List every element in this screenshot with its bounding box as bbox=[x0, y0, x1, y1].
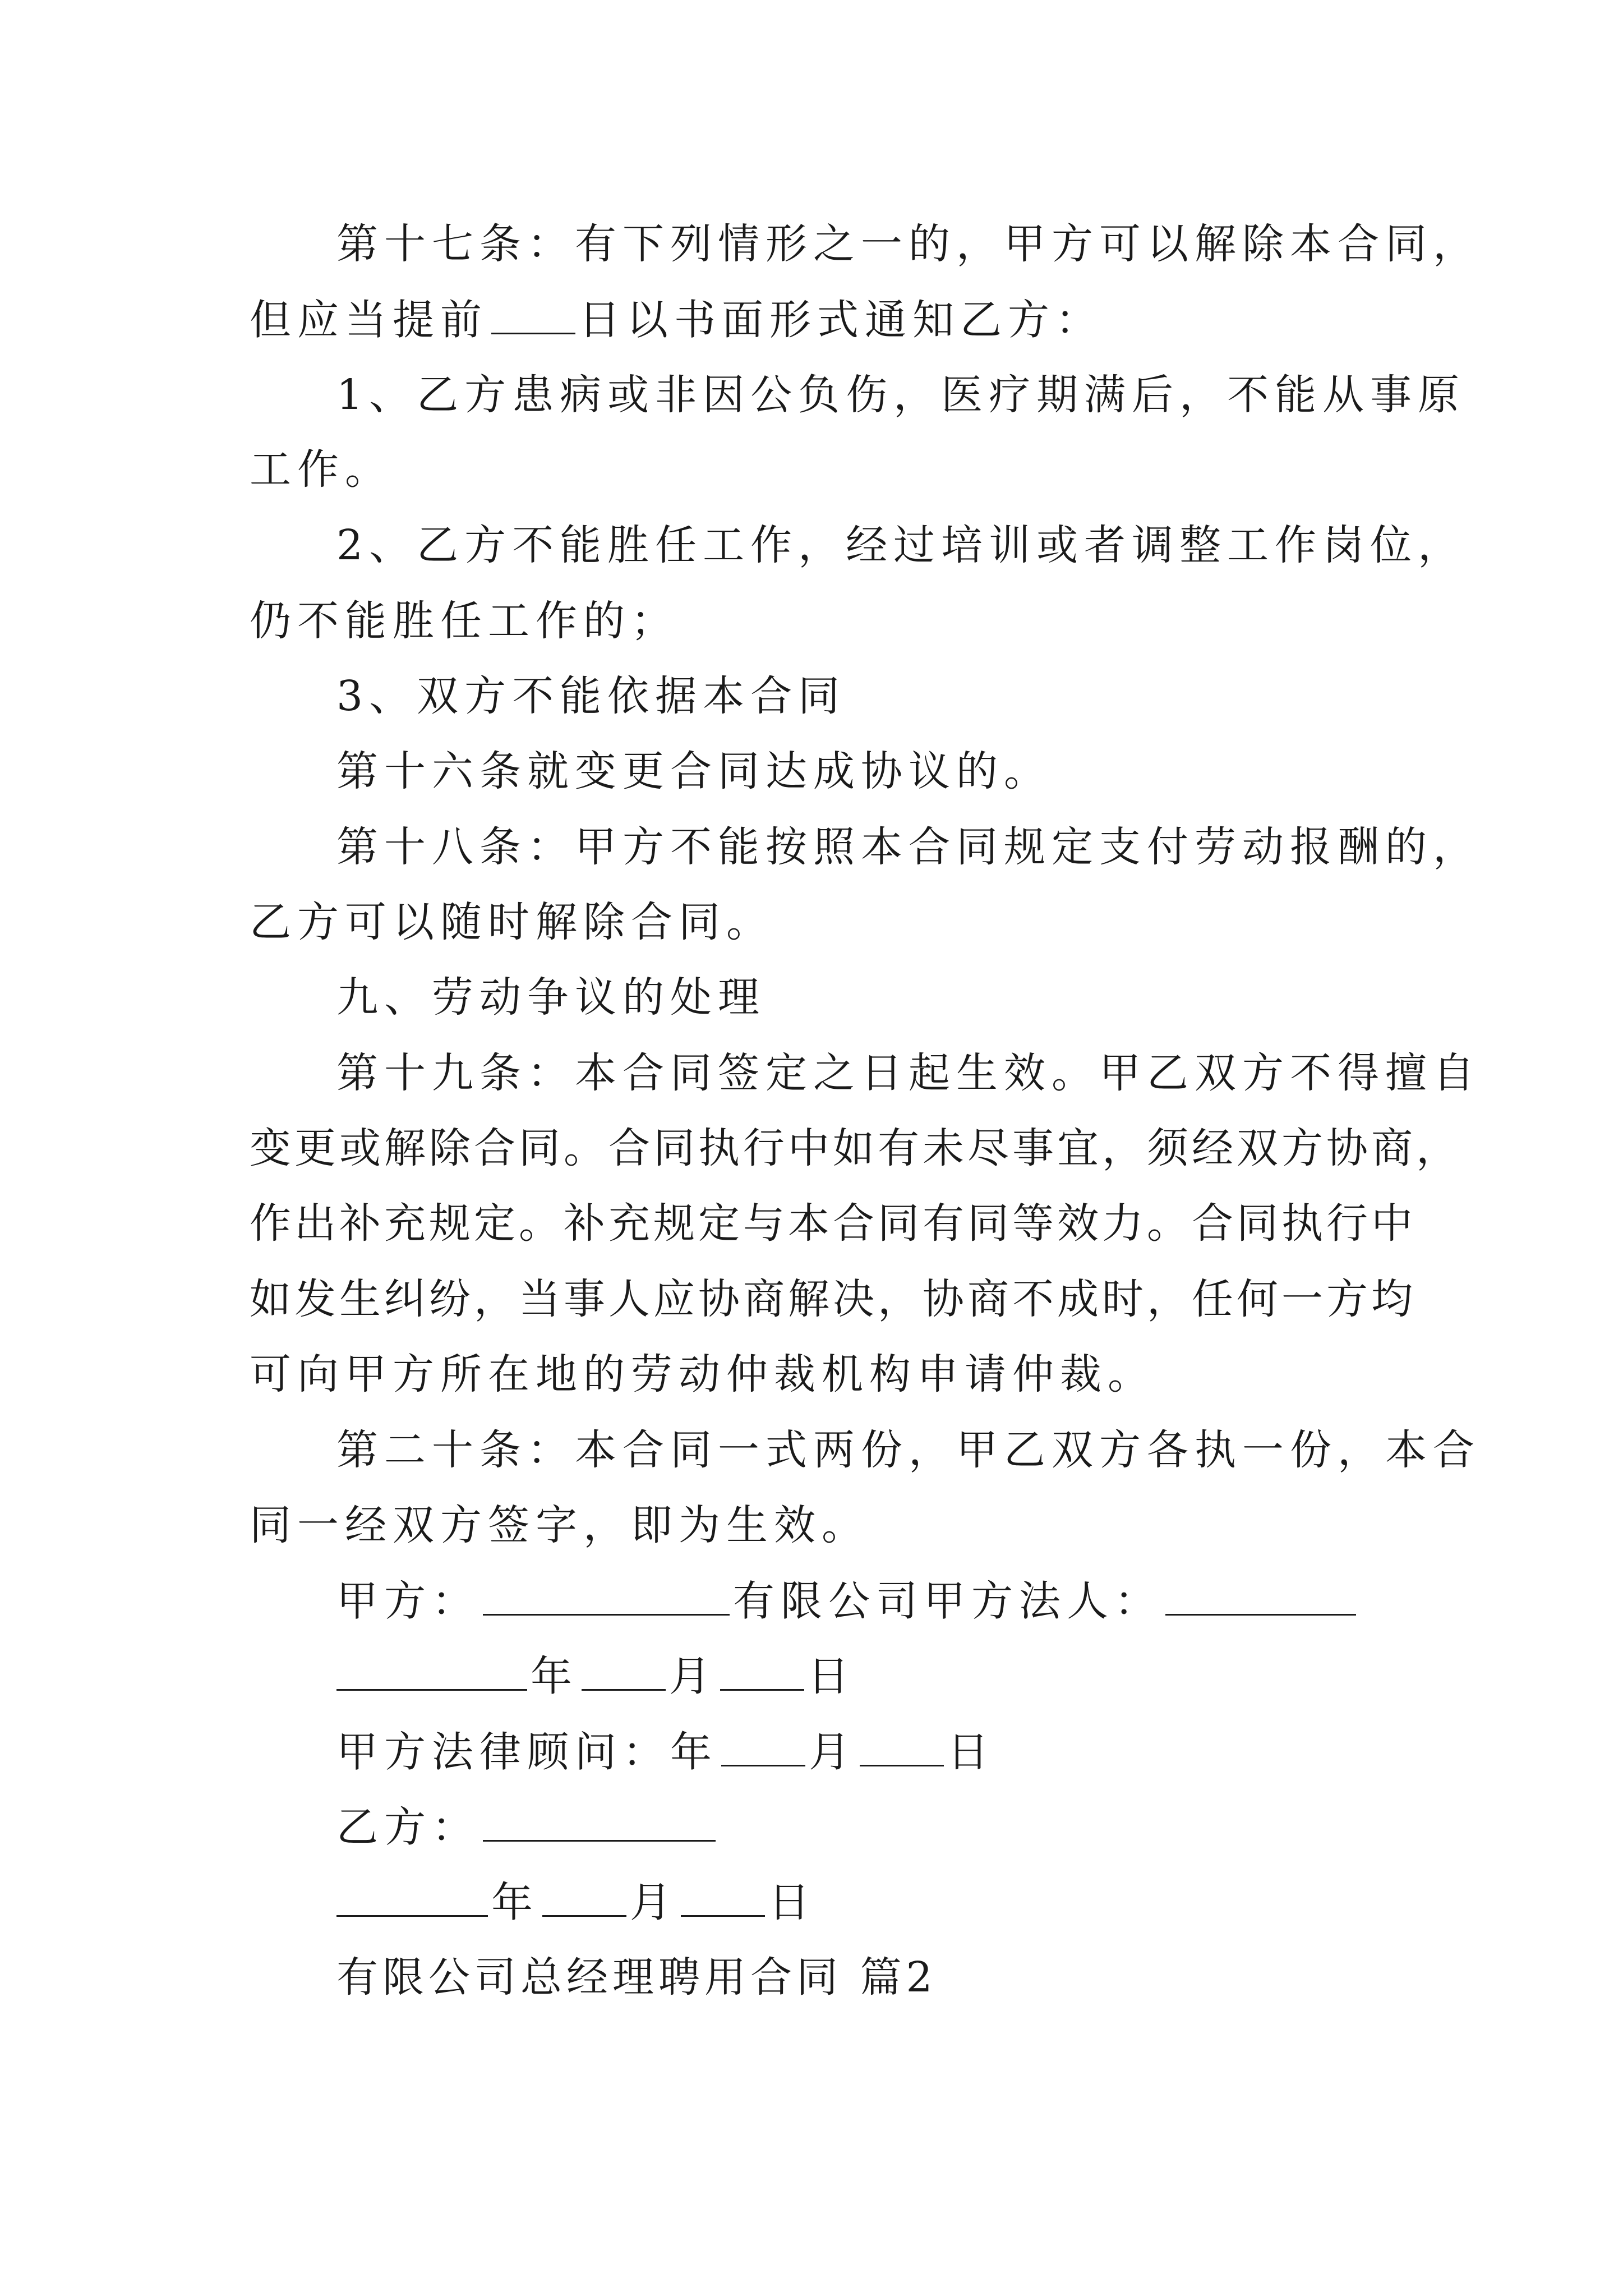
day-label: 日 bbox=[808, 1652, 855, 1701]
article-17-line-2 bbox=[250, 296, 1103, 344]
party-b-month-label: 月 bbox=[630, 1878, 677, 1927]
party-b-date-line bbox=[336, 1878, 816, 1927]
party-b-month-blank bbox=[542, 1881, 626, 1917]
item-1-line-2: 工作。 bbox=[250, 445, 393, 494]
party-b-date-blank bbox=[336, 1881, 488, 1917]
section-9-heading: 九、劳动争议的处理 bbox=[336, 973, 766, 1022]
next-contract-heading: 有限公司总经理聘用合同 篇2 bbox=[336, 1953, 937, 2001]
article-20-line-1: 第二十条：本合同一式两份，甲乙双方各执一份，本合 bbox=[336, 1426, 1481, 1474]
party-a-counsel-line bbox=[336, 1728, 995, 1777]
party-a-suffix: 有限公司甲方法人： bbox=[733, 1577, 1162, 1626]
item-2-line-2: 仍不能胜任工作的； bbox=[250, 597, 679, 645]
party-b-line bbox=[336, 1803, 719, 1852]
party-a-blank bbox=[483, 1580, 730, 1616]
counsel-month-blank bbox=[721, 1731, 805, 1766]
article-19-line-1: 第十九条：本合同签定之日起生效。甲乙双方不得擅自 bbox=[336, 1049, 1481, 1097]
item-2-line-1: 2、乙方不能胜任工作，经过培训或者调整工作岗位， bbox=[336, 521, 1466, 569]
month-label: 月 bbox=[669, 1652, 717, 1701]
days-blank bbox=[491, 298, 575, 334]
party-a-line bbox=[336, 1577, 1359, 1626]
item-1-line-1: 1、乙方患病或非因公负伤，医疗期满后，不能从事原 bbox=[336, 371, 1466, 419]
article-19-line-3: 作出补充规定。补充规定与本合同有同等效力。合同执行中 bbox=[250, 1199, 1416, 1248]
party-b-day-label: 日 bbox=[768, 1878, 816, 1927]
day-blank bbox=[720, 1655, 804, 1691]
party-a-counsel-label: 甲方法律顾问： bbox=[336, 1728, 670, 1777]
article-18-line-2: 乙方可以随时解除合同。 bbox=[250, 898, 774, 946]
party-b-day-blank bbox=[681, 1881, 765, 1917]
party-a-legal-rep-blank bbox=[1165, 1580, 1356, 1616]
article-17-line-2-before: 但应当提前 bbox=[250, 296, 488, 344]
counsel-day-label: 日 bbox=[947, 1728, 995, 1777]
article-17-line-1: 第十七条：有下列情形之一的，甲方可以解除本合同， bbox=[336, 220, 1481, 268]
party-b-year-label: 年 bbox=[491, 1878, 539, 1927]
article-18-line-1: 第十八条：甲方不能按照本合同规定支付劳动报酬的， bbox=[336, 823, 1481, 871]
item-3-line-1: 3、双方不能依据本合同 bbox=[336, 672, 846, 720]
counsel-month-label: 月 bbox=[809, 1728, 856, 1777]
article-16-note: 第十六条就变更合同达成协议的。 bbox=[336, 747, 1052, 795]
counsel-year-label: 年 bbox=[670, 1728, 718, 1777]
party-a-date-blank bbox=[336, 1655, 527, 1691]
article-20-line-2: 同一经双方签字，即为生效。 bbox=[250, 1501, 869, 1549]
party-a-date-line bbox=[336, 1652, 855, 1701]
article-19-line-5: 可向甲方所在地的劳动仲裁机构申请仲裁。 bbox=[250, 1350, 1155, 1398]
year-label: 年 bbox=[531, 1652, 578, 1701]
article-19-line-2: 变更或解除合同。合同执行中如有未尽事宜，须经双方协商， bbox=[250, 1124, 1461, 1172]
article-19-line-4: 如发生纠纷，当事人应协商解决，协商不成时，任何一方均 bbox=[250, 1275, 1416, 1323]
party-b-blank bbox=[483, 1806, 716, 1842]
month-blank bbox=[582, 1655, 666, 1691]
party-a-label: 甲方： bbox=[336, 1577, 479, 1626]
counsel-day-blank bbox=[860, 1731, 944, 1766]
party-b-label: 乙方： bbox=[336, 1803, 479, 1852]
article-17-line-2-after: 日以书面形式通知乙方： bbox=[579, 296, 1103, 344]
